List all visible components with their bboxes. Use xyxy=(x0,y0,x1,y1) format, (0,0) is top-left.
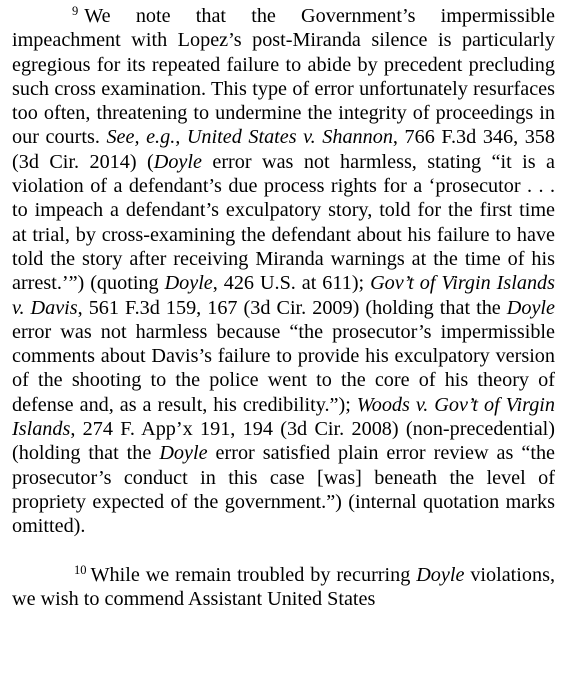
case-citation: See, e.g., United States v. Shannon xyxy=(106,126,393,149)
footnote-text-segment: , 426 U.S. at 611); xyxy=(212,272,371,295)
footnote-10 xyxy=(12,563,555,612)
footnote-number: 10 xyxy=(74,562,87,577)
case-name-doyle: Doyle xyxy=(416,563,465,586)
document-page xyxy=(12,4,555,611)
footnote-text-segment: , 766 F.3d 346, 358 (3d Cir. 2014) ( xyxy=(12,126,555,173)
case-name-doyle: Doyle xyxy=(159,442,208,465)
footnote-text-segment: violations, we wish to commend Assistant United States xyxy=(12,563,555,610)
case-name-doyle: Doyle xyxy=(153,150,202,173)
footnote-text-segment: , 561 F.3d 159, 167 (3d Cir. 2009) (holding that the xyxy=(77,296,507,319)
footnote-text-segment: error satisfied plain error review as “the prosecutor’s conduct in this case [was] beneath the level of propriety expected of the government.”) (internal quotation marks omitted). xyxy=(12,442,555,538)
case-citation: Gov’t of Virgin Islands v. Davis xyxy=(12,272,555,319)
footnote-number: 9 xyxy=(72,4,79,19)
footnote-10-text xyxy=(12,564,555,610)
footnote-9 xyxy=(12,4,555,539)
footnote-text-segment: error was not harmless because “the prosecutor’s impermissible comments about Davis’s failure to provide his exculpatory version of the shooting to the police went to the core of his theory of defense and, as a result, his credibility.”); xyxy=(12,320,555,416)
case-citation: Woods v. Gov’t of Virgin Islands xyxy=(12,393,555,441)
footnote-9-text xyxy=(12,5,555,537)
footnote-text-segment: We note that the Government’s impermissible impeachment with Lopez’s post-Miranda silence is particularly egregious for its repeated failure to abide by precedent precluding such cross examination. This type of error unfortunately resurfaces too often, threatening to undermine the integrity of proceedings in our courts. xyxy=(12,5,555,149)
case-name-doyle: Doyle xyxy=(506,296,555,319)
footnote-text-segment: , 274 F. App’x 191, 194 (3d Cir. 2008) (non-precedential) (holding that the xyxy=(12,418,555,465)
case-name-doyle: Doyle xyxy=(164,272,213,295)
footnote-text-segment: error was not harmless, stating “it is a violation of a defendant’s due process rights for a ‘prosecutor . . . to impeach a defendant’s exculpatory story, told for the first time at trial, by cross-examining the defendant about his failure to have told the story after receiving Miranda warnings at the time of his arrest.’”) (quoting xyxy=(12,150,555,295)
footnote-text-segment: While we remain troubled by recurring xyxy=(90,563,417,586)
